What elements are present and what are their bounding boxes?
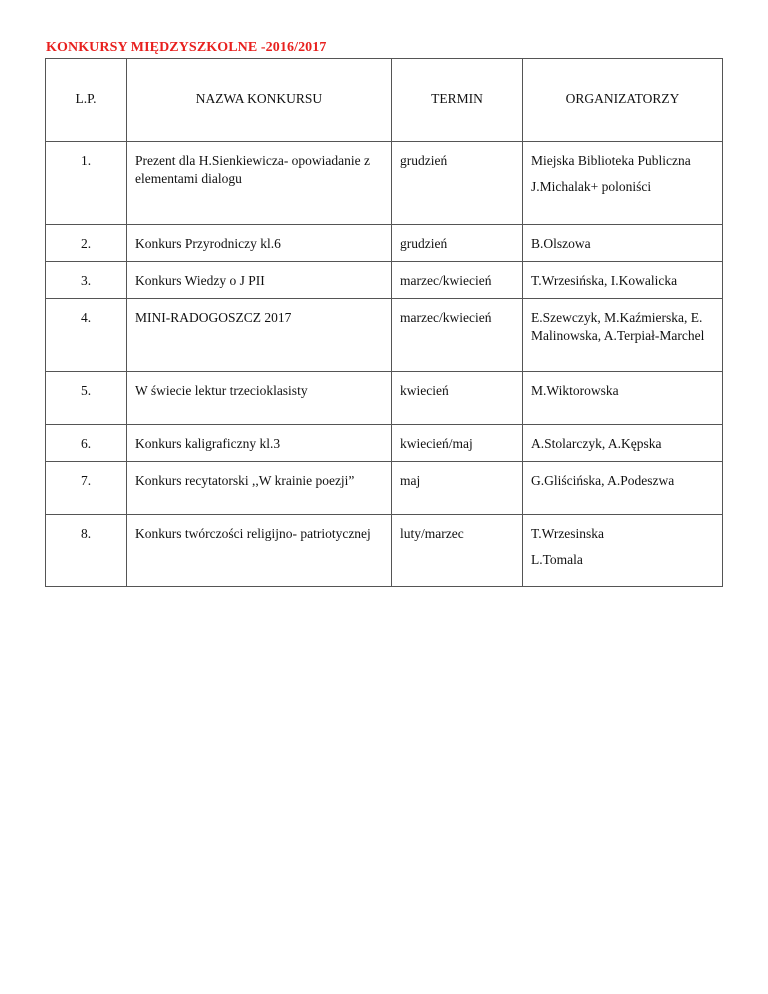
cell-organizers: M.Wiktorowska xyxy=(523,372,723,425)
table-row xyxy=(46,262,723,299)
cell-organizers xyxy=(523,515,723,587)
table-row xyxy=(46,425,723,462)
organizer-line: Miejska Biblioteka Publiczna xyxy=(531,153,691,168)
cell-lp: 6. xyxy=(46,425,127,462)
cell-name: Konkurs kaligraficzny kl.3 xyxy=(127,425,392,462)
cell-lp: 8. xyxy=(46,515,127,587)
cell-term: kwiecień xyxy=(392,372,523,425)
cell-lp: 7. xyxy=(46,462,127,515)
table-header xyxy=(46,59,723,142)
cell-organizers xyxy=(523,142,723,225)
organizer-line: T.Wrzesinska xyxy=(531,526,605,541)
table-row xyxy=(46,299,723,372)
cell-term: grudzień xyxy=(392,142,523,225)
cell-name: Konkurs Przyrodniczy kl.6 xyxy=(127,225,392,262)
table-row xyxy=(46,515,723,587)
cell-lp: 5. xyxy=(46,372,127,425)
cell-term: grudzień xyxy=(392,225,523,262)
cell-name: Konkurs twórczości religijno- patriotycznej xyxy=(127,515,392,587)
cell-name: MINI-RADOGOSZCZ 2017 xyxy=(127,299,392,372)
header-term: TERMIN xyxy=(392,59,523,142)
cell-lp: 1. xyxy=(46,142,127,225)
table-row xyxy=(46,372,723,425)
cell-lp: 2. xyxy=(46,225,127,262)
table-row xyxy=(46,225,723,262)
cell-term: marzec/kwiecień xyxy=(392,262,523,299)
competitions-table xyxy=(45,58,723,587)
cell-organizers: A.Stolarczyk, A.Kępska xyxy=(523,425,723,462)
header-row xyxy=(46,59,723,142)
table-row xyxy=(46,462,723,515)
organizer-line: L.Tomala xyxy=(531,552,583,567)
cell-name: W świecie lektur trzecioklasisty xyxy=(127,372,392,425)
cell-lp: 4. xyxy=(46,299,127,372)
page-title: KONKURSY MIĘDZYSZKOLNE -2016/2017 xyxy=(46,40,327,55)
cell-organizers: E.Szewczyk, M.Kaźmierska, E. Malinowska, A.Terpiał-Marchel xyxy=(523,299,723,372)
cell-term: marzec/kwiecień xyxy=(392,299,523,372)
cell-organizers: T.Wrzesińska, I.Kowalicka xyxy=(523,262,723,299)
organizer-line: J.Michalak+ poloniści xyxy=(531,179,652,194)
table-row xyxy=(46,142,723,225)
cell-term: luty/marzec xyxy=(392,515,523,587)
header-name: NAZWA KONKURSU xyxy=(127,59,392,142)
header-organizers: ORGANIZATORZY xyxy=(523,59,723,142)
cell-name: Konkurs Wiedzy o J PII xyxy=(127,262,392,299)
cell-organizers: G.Gliścińska, A.Podeszwa xyxy=(523,462,723,515)
cell-term: kwiecień/maj xyxy=(392,425,523,462)
cell-lp: 3. xyxy=(46,262,127,299)
cell-name: Prezent dla H.Sienkiewicza- opowiadanie z elementami dialogu xyxy=(127,142,392,225)
header-lp: L.P. xyxy=(46,59,127,142)
cell-organizers: B.Olszowa xyxy=(523,225,723,262)
cell-term: maj xyxy=(392,462,523,515)
cell-name: Konkurs recytatorski ,,W krainie poezji” xyxy=(127,462,392,515)
